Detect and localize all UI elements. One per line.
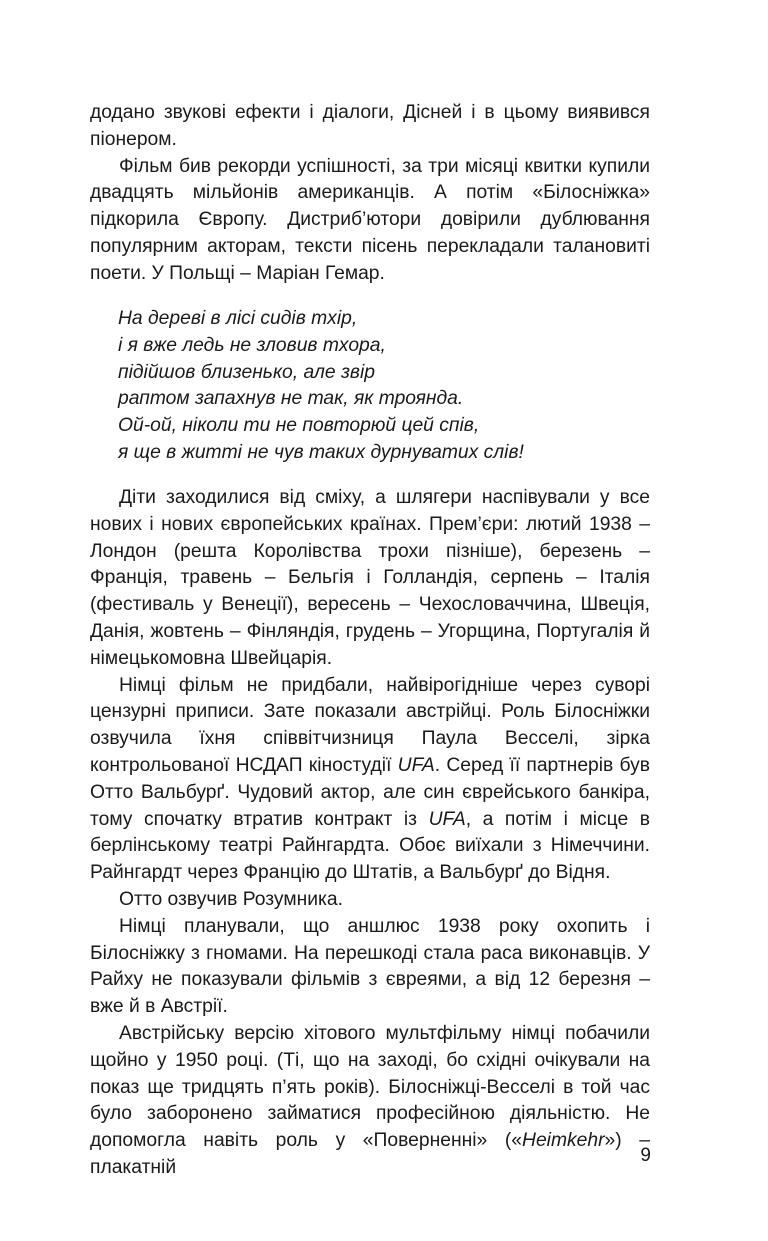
text-span: , а потім і місце в берлінському театрі Райнгардта. Обоє виїхали з Німеччини. Райнгардт через Францію до Штатів, а Вальбурґ до Відня. <box>90 808 651 884</box>
film-title: Heimkehr <box>522 1130 605 1152</box>
verse-line: На дереві в лісі сидів тхір, <box>118 308 358 329</box>
studio-name: UFA <box>428 808 466 830</box>
verse-line: раптом запахнув не так, як троянда. <box>118 388 464 410</box>
text-span: ») – плакатній <box>90 1130 650 1178</box>
paragraph-continuation: додано звукові ефекти і діалоги, Дісней і в цьому виявився піонером. <box>90 102 650 150</box>
verse-line: підійшов близенько, але звір <box>118 361 375 383</box>
text-bottom <box>90 485 650 1182</box>
text-span: Німці фільм не придбали, найвірогідніше через суворі цензурні приписи. Зате показали австрійці. Роль Білосніжки озвучила їхня співвітчизниця Паула Весселі, зірка контрольованої НСДАП кіностудії <box>90 674 650 776</box>
studio-name: UFA <box>397 754 435 776</box>
verse-line: я ще в житті не чув таких дурнуватих слів! <box>118 441 524 463</box>
text-span: . Серед її партнерів був Отто Вальбурґ. Чудовий актор, але син єврейського банкіра, тому спочатку втратив контракт із <box>90 754 650 830</box>
verse-line: Ой-ой, ніколи ти не повторюй цей спів, <box>118 415 480 437</box>
song-verse <box>118 306 658 467</box>
page-number: 9 <box>640 1145 651 1166</box>
paragraph-anschluss: Німці планували, що аншлюс 1938 року охопить і Білосніжку з гномами. На перешкоді стала раса виконавців. У Райху не показували фільмів з євреями, а від 12 березня – вже й в Австрії. <box>90 915 650 1018</box>
verse-line: і я вже ледь не зловив тхора, <box>118 334 386 356</box>
paragraph-premieres: Діти заходилися від сміху, а шлягери наспівували у все нових і нових європейських країнах. Прем’єри: лютий 1938 – Лондон (решта Королівства трохи пізніше), березень – Франція, травень – Бельгія і Голландія, серпень – Італія (фестиваль у Венеції), вересень – Чехословаччина, Швеція, Данія, жовтень – Фінляндія, грудень – Угорщина, Португалія й німецькомовна Швейцарія. <box>90 487 650 669</box>
text-span: Австрійську версію хітового мультфільму німці побачили щойно у 1950 році. (Ті, що на заході, бо східні очікували на показ ще тридцять п’ять років). Білосніжці-Весселі в той час було заборонено займатися професійною діяльністю. Не допомогла навіть роль у «Поверненні» (« <box>90 1022 650 1152</box>
paragraph-film-records: Фільм бив рекорди успішності, за три місяці квитки купили двадцять мільйонів американців. А потім «Білосніжка» підкорила Європу. Дистриб’ютори довірили дублювання популярним акторам, тексти пісень перекладали талановиті поети. У Польщі – Маріан Гемар. <box>90 155 650 284</box>
text-top <box>90 100 650 288</box>
paragraph-otto: Отто озвучив Розумника. <box>119 888 343 910</box>
paragraph-austrian-version <box>90 1021 650 1182</box>
paragraph-germans-austrians <box>90 673 650 887</box>
